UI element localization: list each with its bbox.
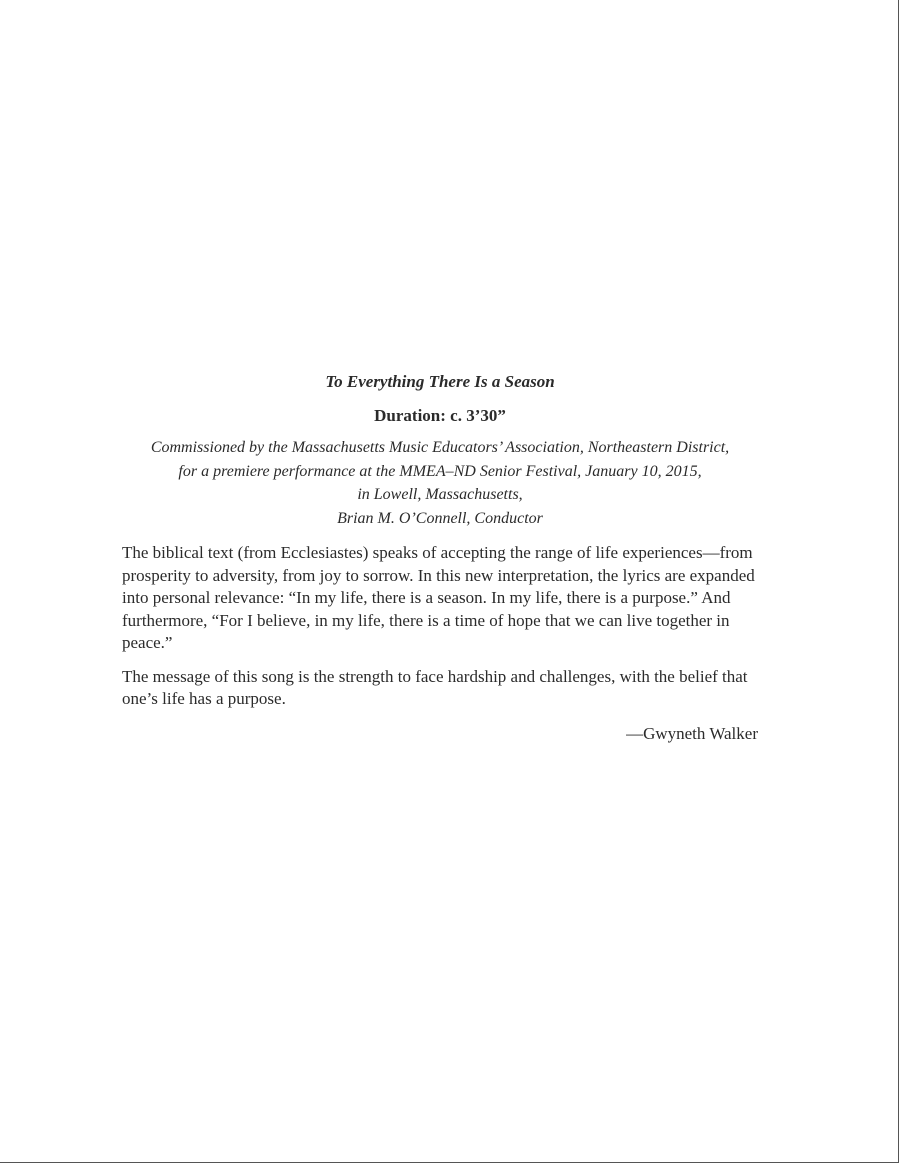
duration-line: Duration: c. 3’30” (374, 406, 506, 425)
program-note (122, 370, 758, 746)
message-paragraph: The message of this song is the strength to face hardship and challenges, with the belief that one’s life has a purpose. (122, 666, 748, 708)
description-paragraph: The biblical text (from Ecclesiastes) speaks of accepting the range of life experiences—from prosperity to adversity, from joy to sorrow. In this new interpretation, the lyrics are expanded into personal relevance: “In my life, there is a season. In my life, there is a purpose.” And furthermore, “For I believe, in my life, there is a time of hope that we can live together in peace.” (122, 543, 755, 652)
commission-line: Brian M. O’Connell, Conductor (337, 509, 543, 527)
commission-line: for a premiere performance at the MMEA–ND Senior Festival, January 10, 2015, (178, 462, 702, 480)
piece-title: To Everything There Is a Season (325, 372, 555, 391)
commission-line: in Lowell, Massachusetts, (357, 486, 523, 503)
commission-statement (114, 436, 766, 530)
commission-line: Commissioned by the Massachusetts Music Educators’ Association, Northeastern District, (150, 439, 730, 456)
composer-signature: —Gwyneth Walker (626, 723, 758, 743)
